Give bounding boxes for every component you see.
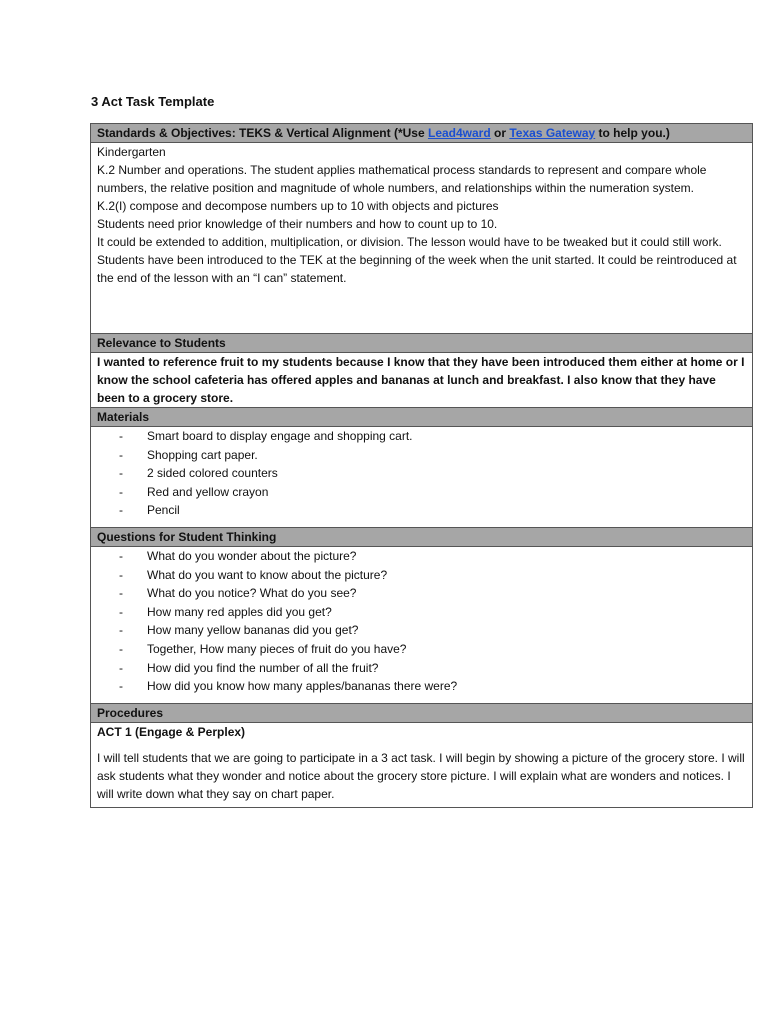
procedures-body-row [91, 723, 753, 808]
procedures-body [91, 723, 753, 808]
list-item: - Together, How many pieces of fruit do you have? [119, 640, 746, 659]
list-item: - What do you want to know about the picture? [119, 566, 746, 585]
texas-gateway-link[interactable]: Texas Gateway [509, 126, 596, 140]
questions-list [97, 547, 746, 696]
lead4ward-link[interactable]: Lead4ward [427, 126, 491, 140]
procedures-header-row [91, 704, 753, 723]
relevance-text: I wanted to reference fruit to my students because I know that they have been introduced them either at home or I know the school cafeteria has offered apples and bananas at lunch and breakfast. I also know that they have been to a grocery store. [91, 353, 753, 408]
materials-body-row [91, 427, 753, 528]
list-item: - Pencil [119, 501, 746, 520]
list-item: - How many red apples did you get? [119, 603, 746, 622]
questions-body-row [91, 547, 753, 704]
teks-standard: K.2 Number and operations. The student applies mathematical process standards to represent and compare whole numbers, the relative position and magnitude of whole numbers, and relationships within the numeration system. [97, 163, 707, 195]
questions-header: Questions for Student Thinking [91, 528, 753, 547]
act1-title: ACT 1 (Engage & Perplex) [97, 725, 246, 739]
extension-note: It could be extended to addition, multiplication, or division. The lesson would have to be tweaked but it could still work. [97, 235, 722, 249]
standards-body-row [91, 143, 753, 334]
relevance-header-row [91, 334, 753, 353]
materials-header: Materials [91, 408, 753, 427]
list-item: - Red and yellow crayon [119, 483, 746, 502]
list-item: - How many yellow bananas did you get? [119, 621, 746, 640]
template-table [90, 123, 753, 808]
list-item: - What do you wonder about the picture? [119, 547, 746, 566]
list-item: - 2 sided colored counters [119, 464, 746, 483]
materials-header-row [91, 408, 753, 427]
introduction-note: Students have been introduced to the TEK at the beginning of the week when the unit started. It could be reintroduced at the end of the lesson with an “I can” statement. [97, 253, 737, 285]
relevance-header: Relevance to Students [91, 334, 753, 353]
standards-body [91, 143, 753, 334]
procedures-header: Procedures [91, 704, 753, 723]
document-title: 3 Act Task Template [91, 94, 215, 109]
teks-substandard: K.2(I) compose and decompose numbers up to 10 with objects and pictures [97, 199, 499, 213]
list-item: - How did you find the number of all the fruit? [119, 659, 746, 678]
materials-list [97, 427, 746, 520]
materials-body [91, 427, 753, 528]
questions-body [91, 547, 753, 704]
standards-header-row [91, 124, 753, 143]
prior-knowledge: Students need prior knowledge of their numbers and how to count up to 10. [97, 217, 498, 231]
list-item: - Smart board to display engage and shopping cart. [119, 427, 746, 446]
grade-level: Kindergarten [97, 145, 166, 159]
standards-header: Standards & Objectives: TEKS & Vertical Alignment (*Use Lead4ward or Texas Gateway to help you.) [91, 124, 753, 143]
list-item: - Shopping cart paper. [119, 446, 746, 465]
questions-header-row [91, 528, 753, 547]
list-item: - How did you know how many apples/bananas there were? [119, 677, 746, 696]
act1-text: I will tell students that we are going to participate in a 3 act task. I will begin by showing a picture of the grocery store. I will ask students what they wonder and notice about the grocery store picture. I will explain what are wonders and notices. I will write down what they say on chart paper. [97, 751, 745, 801]
relevance-body-row [91, 353, 753, 408]
list-item: - What do you notice? What do you see? [119, 584, 746, 603]
